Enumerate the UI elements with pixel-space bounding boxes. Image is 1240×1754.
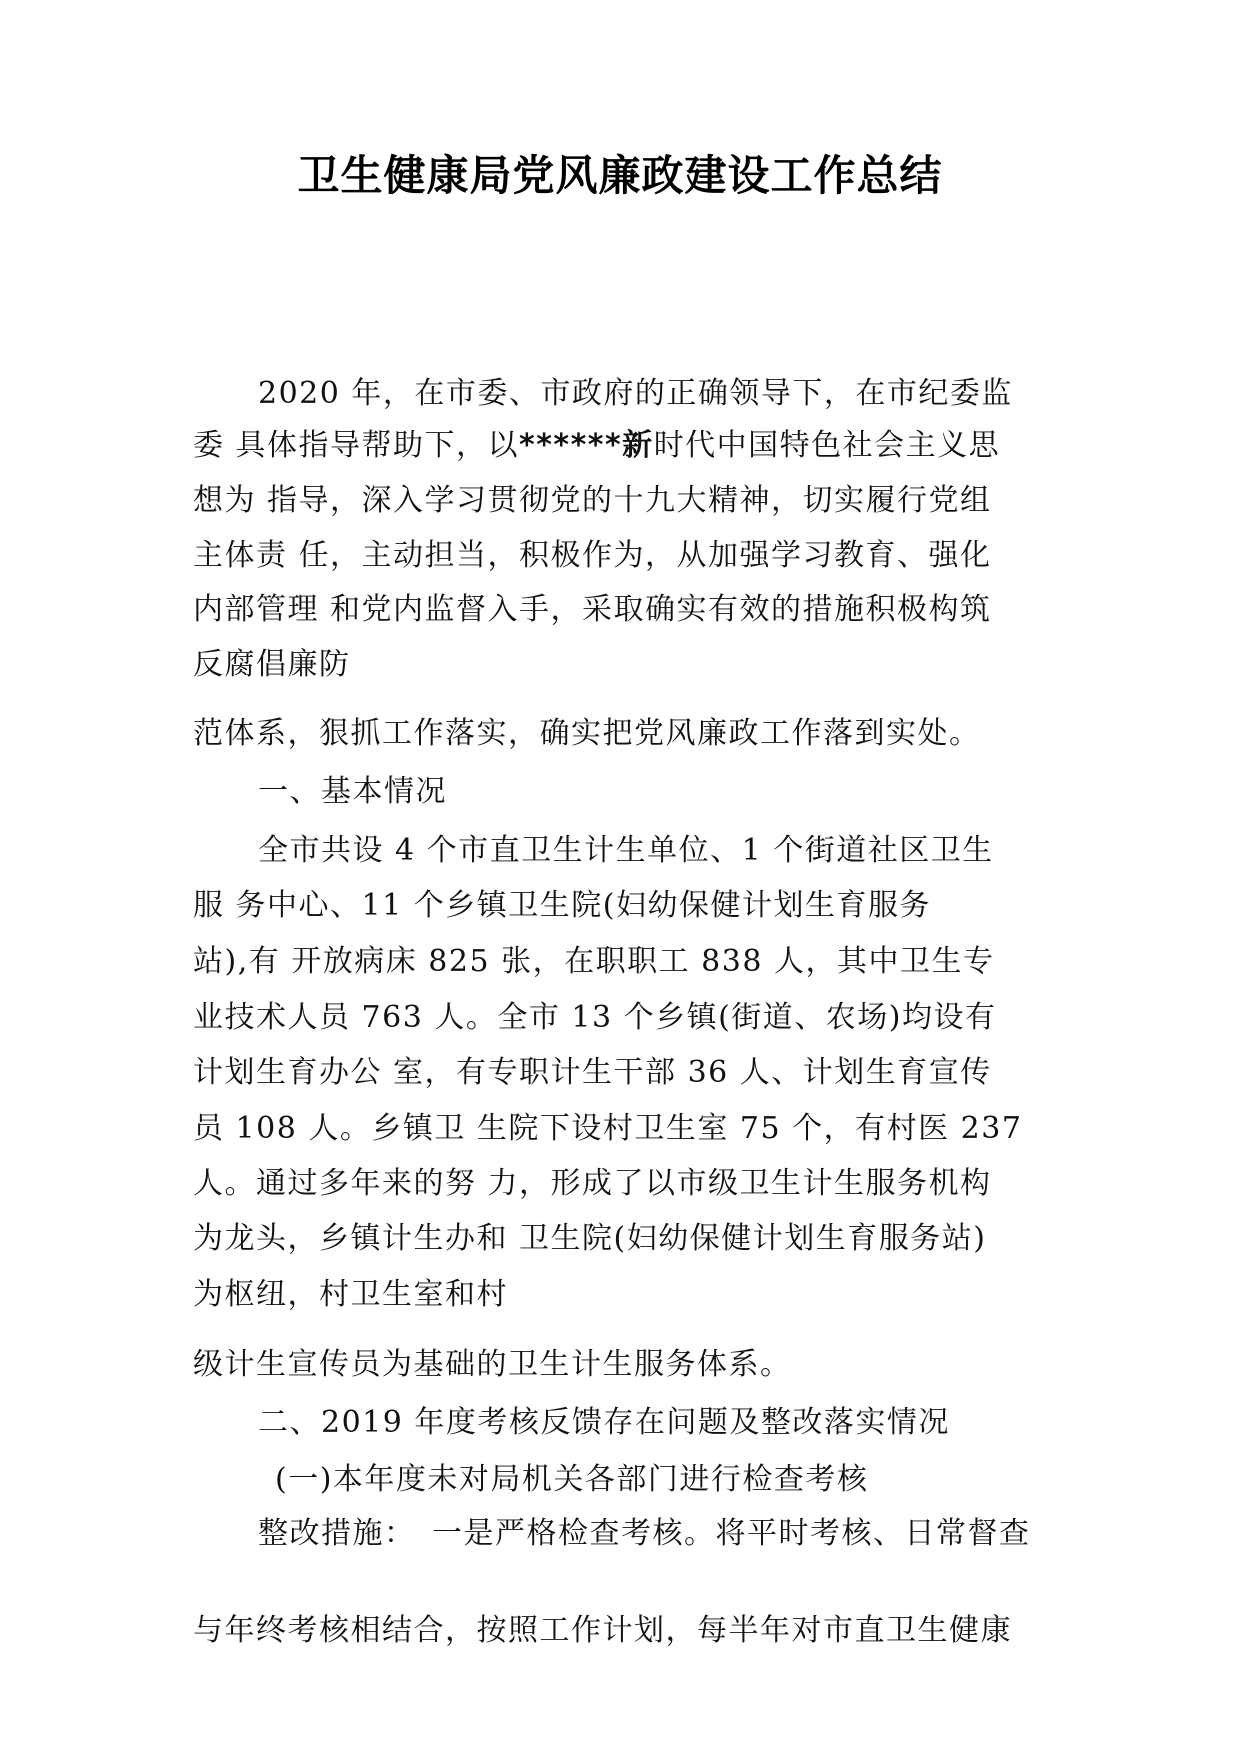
paragraph-1-line-4: 主体责 任，主动担当，积极作为，从加强学习教育、强化: [193, 538, 992, 573]
paragraph-1-line-2-suffix: 时代中国特色社会主义思: [653, 428, 1001, 463]
section-1-line-10: 级计生宣传员为基础的卫生计生服务体系。: [193, 1347, 792, 1382]
paragraph-1-line-7: 范体系，狠抓工作落实，确实把党风廉政工作落到实处。: [193, 716, 981, 751]
section-1-heading: 一、基本情况: [258, 774, 447, 809]
section-1-line-5: 计划生育办公 室，有专职计生干部 36 人、计划生育宣传: [193, 1055, 992, 1090]
section-1-line-1: 全市共设 4 个市直卫生计生单位、1 个街道社区卫生: [258, 833, 994, 868]
paragraph-1-line-5: 内部管理 和党内监督入手，采取确实有效的措施积极构筑: [193, 592, 992, 627]
section-1-line-2: 服 务中心、11 个乡镇卫生院(妇幼保健计划生育服务: [193, 888, 931, 923]
paragraph-1-line-2: [193, 426, 1000, 466]
section-1-line-6: 员 108 人。乡镇卫 生院下设村卫生室 75 个，有村医 237: [193, 1111, 1023, 1146]
section-1-line-4: 业技术人员 763 人。全市 13 个乡镇(街道、农场)均设有: [193, 1000, 997, 1035]
section-2-last-line: 与年终考核相结合，按照工作计划，每半年对市直卫生健康: [193, 1613, 1012, 1648]
paragraph-1-line-2-bold: ******新: [519, 428, 654, 463]
section-1-line-8: 为龙头，乡镇计生办和 卫生院(妇幼保健计划生育服务站): [193, 1221, 987, 1256]
paragraph-1-line-1: 2020 年，在市委、市政府的正确领导下，在市纪委监: [258, 376, 1013, 411]
section-1-line-3: 站),有 开放病床 825 张，在职职工 838 人，其中卫生专: [193, 944, 995, 979]
section-1-line-7: 人。通过多年来的努 力，形成了以市级卫生计生服务机构: [193, 1166, 992, 1201]
section-2-heading: 二、2019 年度考核反馈存在问题及整改落实情况: [258, 1405, 950, 1440]
section-2-subheading: (一)本年度未对局机关各部门进行检查考核: [275, 1462, 869, 1497]
paragraph-1-line-3: 想为 指导，深入学习贯彻党的十九大精神，切实履行党组: [193, 483, 992, 518]
paragraph-1-line-2-prefix: 委 具体指导帮助下，以: [193, 428, 520, 463]
paragraph-1-line-6: 反腐倡廉防: [193, 647, 351, 682]
section-1-line-9: 为枢纽，村卫生室和村: [193, 1277, 508, 1312]
section-2-measure-line: 整改措施： 一是严格检查考核。将平时考核、日常督查: [258, 1516, 1031, 1551]
document-title: 卫生健康局党风廉政建设工作总结: [297, 151, 943, 200]
